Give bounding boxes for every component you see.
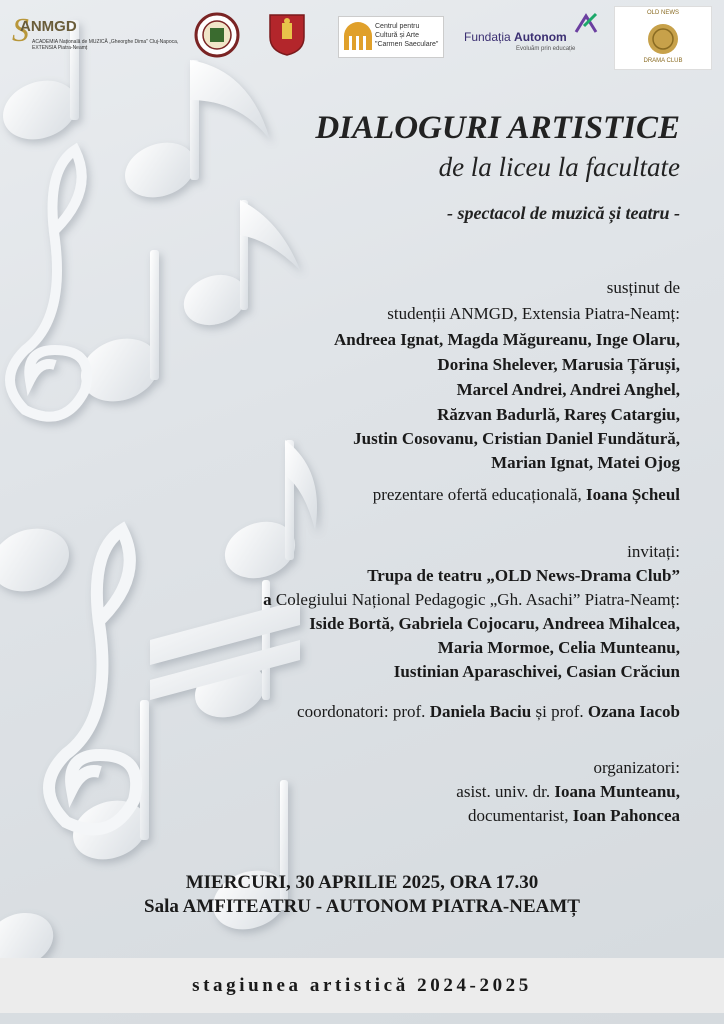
autonom-tagline: Evoluăm prin educație (516, 46, 576, 52)
event-date: MIERCURI, 30 APRILIE 2025, ORA 17.30 (185, 872, 539, 893)
event-venue: Sala AMFITEATRU - AUTONOM PIATRA-NEAMȚ (144, 896, 580, 917)
poster-subtitle: de la liceu la facultate (438, 152, 680, 182)
coat-of-arms-logo (268, 6, 308, 64)
organizers-intro: organizatori: (593, 758, 680, 777)
performer-names-line-5: Justin Cosovanu, Cristian Daniel Fundătură, (353, 429, 680, 448)
anmgd-logo-text: ANMGD (20, 18, 77, 35)
guest-names-line-1: Iside Bortă, Gabriela Cojocaru, Andreea Mihalcea, (309, 614, 680, 633)
coordinators-line: coordonatori: prof. Daniela Baciu și prof. Ozana Iacob (297, 702, 680, 721)
carmen-saeculare-logo (338, 16, 444, 58)
performer-names-line-3: Marcel Andrei, Andrei Anghel, (456, 380, 680, 399)
performer-names-line-6: Marian Ignat, Matei Ojog (491, 453, 680, 472)
old-news-text-bottom: DRAMA CLUB (643, 58, 683, 64)
old-news-drama-club-logo (614, 6, 712, 70)
autonom-name: Fundația Autonom (464, 30, 567, 44)
guest-names-line-2: Maria Mormoe, Celia Munteanu, (437, 638, 680, 657)
season-footer (0, 958, 724, 1013)
guests-college: a Colegiului Național Pedagogic „Gh. Asachi” Piatra-Neamț: (263, 590, 680, 609)
performers-group: studenții ANMGD, Extensia Piatra-Neamț: (387, 304, 680, 323)
poster-title: DIALOGURI ARTISTICE (315, 110, 680, 146)
organizer-line-1: asist. univ. dr. Ioana Munteanu, (456, 782, 680, 801)
performer-names-line-1: Andreea Ignat, Magda Măgureanu, Inge Olaru, (333, 330, 680, 349)
guests-troupe: Trupa de teatru „OLD News-Drama Club” (367, 566, 680, 585)
performer-names-line-4: Răzvan Badurlă, Rareș Catargiu, (437, 405, 680, 424)
season-label: stagiunea artistică 2024-2025 (192, 975, 532, 996)
fundatia-autonom-logo (464, 6, 604, 64)
logos-row (6, 6, 718, 68)
poster-tagline: - spectacol de muzică și teatru - (447, 203, 680, 223)
organizer-line-2: documentarist, Ioan Pahoncea (467, 806, 680, 825)
anmgd-logo: S ANMGD ACADEMIA Națională de MUZICĂ „Gheorghe Dima" Cluj-Napoca, EXTENSIA Piatra-Neamț (10, 6, 190, 64)
carmen-caption: Centrul pentru Cultură și Arte "Carmen Saeculare" (375, 23, 439, 48)
old-news-text-top: OLD NEWS (646, 10, 679, 16)
guest-names-line-3: Iustinian Aparaschivei, Casian Crăciun (393, 662, 680, 681)
presentation-line: prezentare ofertă educațională, Ioana Șcheul (372, 485, 680, 504)
performers-intro: susținut de (606, 278, 680, 297)
anmgd-caption: ACADEMIA Națională de MUZICĂ „Gheorghe Dima" Cluj-Napoca, EXTENSIA Piatra-Neamț (32, 39, 179, 51)
performer-names-line-2: Dorina Shelever, Marusia Țăruși, (437, 355, 680, 374)
guests-intro: invitați: (627, 542, 680, 561)
round-seal-logo (194, 6, 242, 64)
